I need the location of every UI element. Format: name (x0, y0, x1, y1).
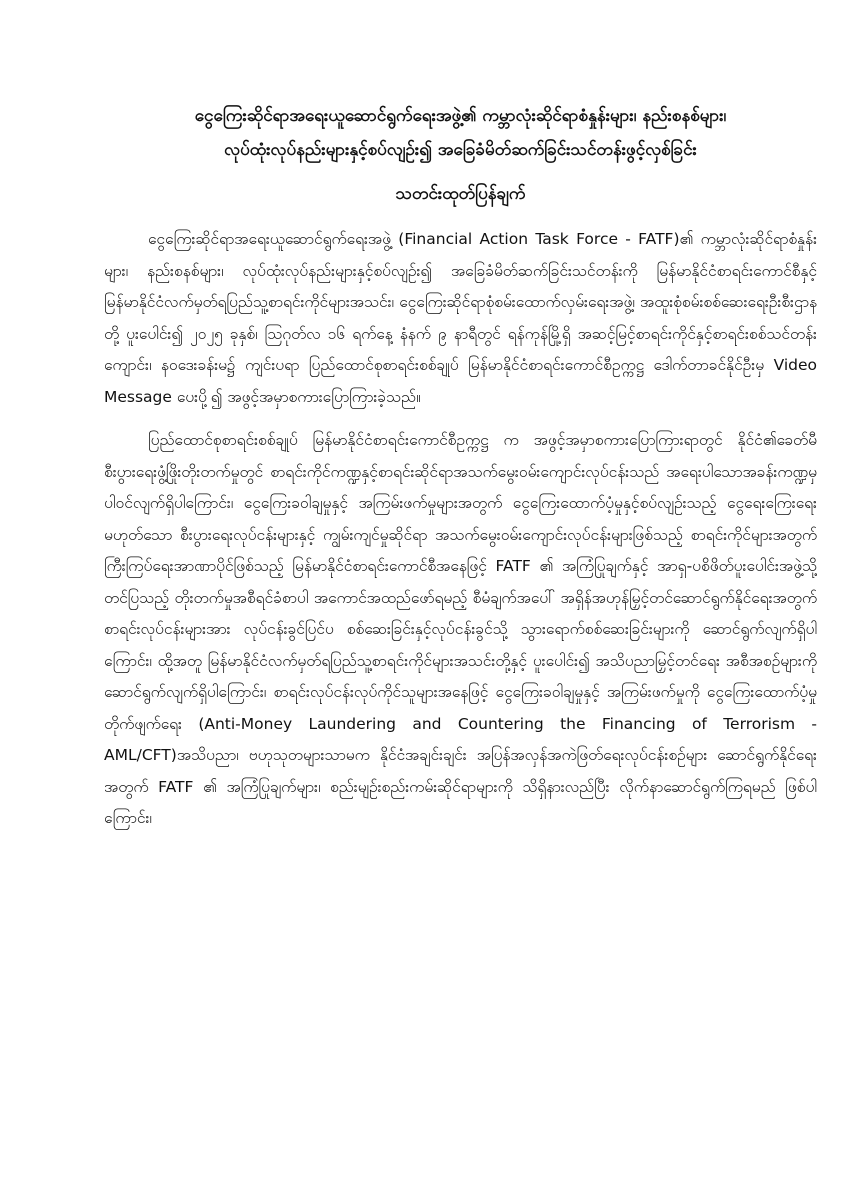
title-block (104, 100, 817, 210)
document-title-line-1: ငွေကြေးဆိုင်ရာအရေးယူဆောင်ရွက်ရေးအဖွဲ့၏ ကမ္ဘာလုံးဆိုင်ရာစံနှုန်းများ၊ နည်းစနစ်များ၊ (194, 106, 727, 126)
body-paragraph-2: ပြည်ထောင်စုစာရင်းစစ်ချုပ် မြန်မာနိုင်ငံစာရင်းကောင်စီဥက္ကဋ္ဌ က အဖွင့်အမှာစကားပြောကြားရာတွင် နိုင်ငံ၏ခေတ်မီစီးပွားရေးဖွံ့ဖြိုးတိုးတက်မှုတွင် စာရင်းကိုင်ကဏ္ဍနှင့်စာရင်းဆိုင်ရာအသက်မွေးဝမ်းကျောင်းလုပ်ငန်းသည် အရေးပါသောအခန်းကဏ္ဍမှ ပါဝင်လျက်ရှိပါကြောင်း၊ ငွေကြေးခဝါချမှုနှင့် အကြမ်းဖက်မှုများအတွက် ငွေကြေးထောက်ပံ့မှုနှင့်စပ်လျဉ်းသည့် ငွေရေးကြေးရေးမဟုတ်သော စီးပွားရေးလုပ်ငန်းများနှင့် ကျွမ်းကျင်မှုဆိုင်ရာ အသက်မွေးဝမ်းကျောင်းလုပ်ငန်းများဖြစ်သည့် စာရင်းကိုင်များအတွက် ကြီးကြပ်ရေးအာဏာပိုင်ဖြစ်သည့် မြန်မာနိုင်ငံစာရင်းကောင်စီအနေဖြင့် FATF ၏ အကြံပြုချက်နှင့် အာရှ-ပစိဖိတ်ပူးပေါင်းအဖွဲ့သို့ တင်ပြသည့် တိုးတက်မှုအစီရင်ခံစာပါ အကောင်အထည်ဖော်ရမည့် စီမံချက်အပေါ် အရှိန်အဟုန်မြှင့်တင်ဆောင်ရွက်နိုင်ရေးအတွက် စာရင်းလုပ်ငန်းများအား လုပ်ငန်းခွင်ပြင်ပ စစ်ဆေးခြင်းနှင့်လုပ်ငန်းခွင်သို့ သွားရောက်စစ်ဆေးခြင်းများကို ဆောင်ရွက်လျက်ရှိပါကြောင်း၊ ထို့အတူ မြန်မာနိုင်ငံလက်မှတ်ရပြည်သူ့စာရင်းကိုင်များအသင်းတို့နှင့် ပူးပေါင်း၍ အသိပညာမြှင့်တင်ရေး အစီအစဉ်များကို ဆောင်ရွက်လျက်ရှိပါကြောင်း၊ စာရင်းလုပ်ငန်းလုပ်ကိုင်သူများအနေဖြင့် ငွေကြေးခဝါချမှုနှင့် အကြမ်းဖက်မှုကို ငွေကြေးထောက်ပံ့မှုတိုက်ဖျက်ရေး (Anti-Money Laundering and Countering the Financing of Terrorism -AML/CFT)အသိပညာ၊ ဗဟုသုတများသာမက နိုင်ငံအချင်းချင်း အပြန်အလှန်အကဲဖြတ်ရေးလုပ်ငန်းစဉ်များ ဆောင်ရွက်နိုင်ရေးအတွက် FATF ၏ အကြံပြုချက်များ၊ စည်းမျဉ်းစည်းကမ်းဆိုင်ရာများကို သိရှိနားလည်ပြီး လိုက်နာဆောင်ရွက်ကြရမည် ဖြစ်ပါကြောင်း၊ (104, 431, 817, 827)
body-paragraph-1: ငွေကြေးဆိုင်ရာအရေးယူဆောင်ရွက်ရေးအဖွဲ့ (Financial Action Task Force - FATF)၏ ကမ္ဘာလုံးဆိုင်ရာစံနှုန်းများ၊ နည်းစနစ်များ၊ လုပ်ထုံးလုပ်နည်းများနှင့်စပ်လျဉ်း၍ အခြေခံမိတ်ဆက်ခြင်းသင်တန်းကို မြန်မာနိုင်ငံစာရင်းကောင်စီနှင့် မြန်မာနိုင်ငံလက်မှတ်ရပြည်သူ့စာရင်းကိုင်များအသင်း၊ ငွေကြေးဆိုင်ရာစုံစမ်းထောက်လှမ်းရေးအဖွဲ့၊ အထူးစုံစမ်းစစ်ဆေးရေးဦးစီးဌာနတို့ ပူးပေါင်း၍ ၂၀၂၅ ခုနှစ်၊ ဩဂုတ်လ ၁၆ ရက်နေ့ နံနက် ၉ နာရီတွင် ရန်ကုန်မြို့ရှိ အဆင့်မြင့်စာရင်းကိုင်နှင့်စာရင်းစစ်သင်တန်းကျောင်း၊ နဝဒေးခန်းမ၌ ကျင်းပရာ ပြည်ထောင်စုစာရင်းစစ်ချုပ် မြန်မာနိုင်ငံစာရင်းကောင်စီဥက္ကဋ္ဌ ဒေါက်တာခင်နိုင်ဦးမှ Video Message ပေးပို့၍ အဖွင့်အမှာစကားပြောကြားခဲ့သည်။ (104, 230, 817, 406)
document-title-line-2: လုပ်ထုံးလုပ်နည်းများနှင့်စပ်လျဉ်း၍ အခြေခံမိတ်ဆက်ခြင်းသင်တန်းဖွင့်လှစ်ခြင်း (224, 140, 697, 160)
press-release-heading: သတင်းထုတ်ပြန်ချက် (395, 184, 526, 204)
document-page (104, 100, 817, 835)
